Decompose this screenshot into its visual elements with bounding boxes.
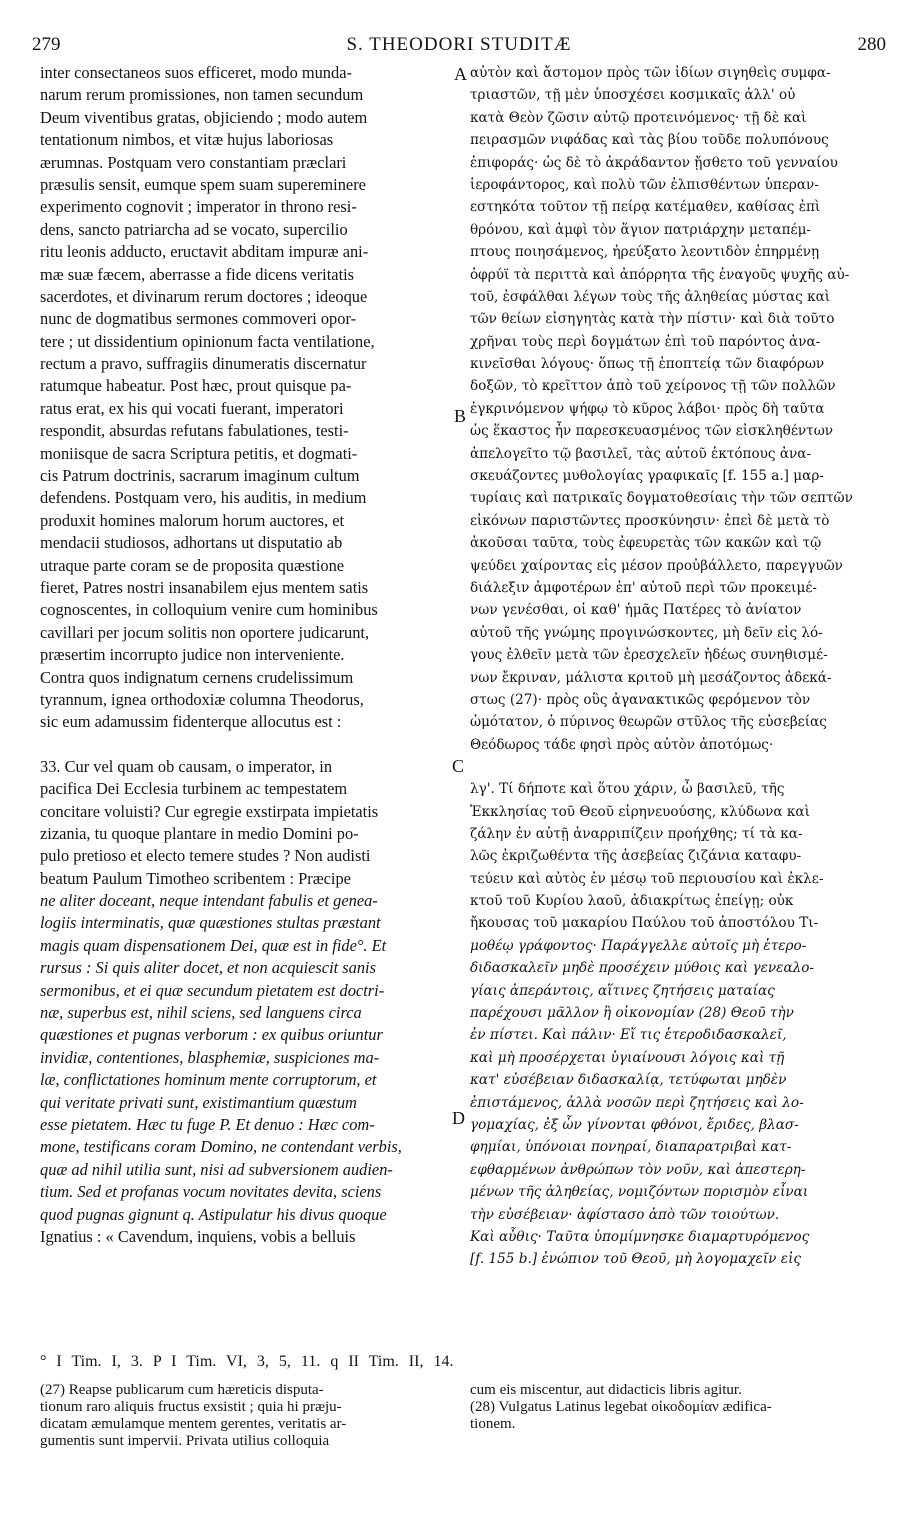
footnote-line: cum eis miscentur, aut didacticis libris agitur.: [470, 1382, 742, 1398]
greek-text-line: μένων τῆς ἀληθείας, νομιζόντων πορισμὸν εἶναι: [470, 1184, 809, 1201]
latin-text-line: Ignatius : « Cavendum, inquiens, vobis a belluis: [40, 1226, 356, 1246]
latin-text-line: produxit homines malorum horum auctores, et: [40, 510, 345, 530]
greek-text-line: λγ'. Τί δήποτε καὶ ὅτου χάριν, ὦ βασιλεῦ, τῆς: [470, 781, 785, 798]
greek-text-line: εἰκόνων παριστῶντες προσκύνησιν· ἐπεὶ δὲ μετὰ τὸ: [470, 512, 830, 529]
margin-letter-d: D: [452, 1108, 465, 1128]
greek-text-line: δοξῶν, τὸ κρεῖττον ἀπὸ τοῦ χείρονος τῇ τῶν πολλῶν: [470, 378, 836, 395]
greek-text-line: ὀφρύϊ τὰ περιττὰ καὶ ἀπόρρητα τῆς ἐναγοῦς ψυχῆς αὐ-: [470, 266, 850, 283]
greek-text-line: [f. 155 b.] ἐνώπιον τοῦ Θεοῦ, μὴ λογομαχεῖν εἰς: [470, 1251, 802, 1268]
latin-text-line: Contra quos indignatum cernens crudelissimum: [40, 667, 354, 687]
latin-text-line: experimento cognovit ; imperator in throno resi-: [40, 197, 357, 217]
latin-text-line: præsertim incorrupto judice non interveniente.: [40, 645, 345, 665]
greek-text-line: αὐτοῦ τῆς γνώμης προγινώσκοντες, μὴ δεῖν εἰς λό-: [470, 624, 823, 641]
latin-text-line: dens, sancto patriarcha ad se vocato, supercilio: [40, 219, 348, 239]
greek-text-line: κινεῖσθαι λόγους· ὅπως τῇ ἐποπτείᾳ τῶν διαφόρων: [470, 356, 825, 373]
greek-text-line: κατὰ Θεὸν ζῶσιν αὐτῷ προτεινόμενος· τῇ δὲ καὶ: [470, 109, 807, 126]
greek-text-line: παρέχουσι μᾶλλον ἢ οἰκονομίαν (28) Θεοῦ τὴν: [470, 1005, 794, 1022]
footnotes-left: [40, 1382, 450, 1450]
latin-text-line: rursus : Si quis aliter docet, et non acquiescit sanis: [40, 958, 376, 978]
latin-text-line: ratumque habeatur. Post hæc, prout quisque pa-: [40, 376, 352, 396]
latin-text-line: sic eum adamussim fidenterque allocutus est :: [40, 712, 342, 732]
latin-text-line: cognoscentes, in colloquium venire cum hominibus: [40, 600, 378, 620]
latin-text-line: beatum Paulum Timotheo scribentem : Præcipe: [40, 868, 351, 888]
greek-text-line: καὶ μὴ προσέρχεται ὑγιαίνουσι λόγοις καὶ τῇ: [470, 1049, 785, 1066]
greek-text-line: ἐν πίστει. Καὶ πάλιν· Εἴ τις ἑτεροδιδασκαλεῖ,: [470, 1027, 787, 1044]
greek-text-line: γίαις ἀπεράντοις, αἵτινες ζητήσεις ματαίας: [470, 982, 775, 999]
latin-text-line: narum rerum promissiones, non tamen secundum: [40, 85, 364, 105]
latin-text-line: mone, testificans coram Domino, ne contendant verbis,: [40, 1137, 402, 1157]
latin-text-line: rectum a pravo, suffragiis dinumeratis discernatur: [40, 354, 367, 374]
greek-text-line: σκευάζοντες μυθολογίας γραφικαῖς [f. 155 a.] μαρ-: [470, 468, 824, 485]
latin-text-line: læ, conflictationes hominum mente corruptorum, et: [40, 1070, 377, 1090]
latin-text-line: Deum viventibus gratas, objiciendo ; modo autem: [40, 107, 368, 127]
latin-text-line: respondit, absurdas refutans fabulationes, testi-: [40, 421, 349, 441]
latin-text-line: esse pietatem. Hæc tu fuge P. Et denuo : Hæc com-: [40, 1114, 375, 1134]
greek-text-line: ἐπιστάμενος, ἀλλὰ νοσῶν περὶ ζητήσεις καὶ λο-: [470, 1094, 804, 1111]
latin-text-line: cavillari per jocum solitis non oportere judicarunt,: [40, 622, 370, 642]
greek-text-line: πειρασμῶν νιφάδας καὶ τὰς βίου τοῦδε πολυπόνους: [470, 132, 829, 149]
footnote-line: (27) Reapse publicarum cum hæreticis disputa-: [40, 1382, 324, 1398]
latin-text-line: tere ; ut dissidentium opinionum facta ventilatione,: [40, 331, 375, 351]
greek-text-line: ὡς ἕκαστος ἦν παρεσκευασμένος τῶν εἰσκληθέντων: [470, 423, 834, 440]
greek-text-line: νων γενέσθαι, οἱ καθ' ἡμᾶς Πατέρες τὸ ἀνίατον: [470, 602, 802, 619]
latin-text-line: mendacii studiosos, adhortans ut disputatio ab: [40, 533, 343, 553]
latin-text-line: næ, superbus est, nihil sciens, sed languens circa: [40, 1003, 362, 1023]
greek-text-line: διδασκαλεῖν μηδὲ προσέχειν μύθοις καὶ γενεαλο-: [470, 960, 815, 977]
latin-text-line: ritu leonis adducto, eructavit abditam impuræ ani-: [40, 242, 369, 262]
latin-text-line: fieret, Patres nostri insanabilem ejus mentem satis: [40, 577, 369, 597]
greek-text-line: θρόνου, καὶ ἀμφὶ τὸν ἅγιον πατριάρχην μεταπέμ-: [470, 221, 811, 238]
latin-text-line: moniisque de sacra Scriptura petitis, et dogmati-: [40, 443, 358, 463]
latin-text-line: inter consectaneos suos efficeret, modo munda-: [40, 63, 352, 82]
greek-text-line: κτοῦ τοῦ Κυρίου λαοῦ, ἀδιακρίτως ἐπείγῃ; οὐκ: [470, 893, 794, 910]
greek-text-line: τριαστῶν, τῇ μὲν ὑποσχέσει κοσμικαῖς ἀλλ' οὐ: [470, 87, 796, 104]
latin-text-line: magis quam dispensationem Dei, quæ est in fide°. Et: [40, 935, 387, 955]
greek-text-line: τοῦ, ἐσφάλθαι λέγων τοὺς τῆς ἀληθείας μύστας καὶ: [470, 288, 831, 305]
latin-text-line: sacerdotes, et divinarum rerum doctores ; ideoque: [40, 286, 368, 306]
latin-text-line: pulo pretioso et electo temere studes ? Non audisti: [40, 846, 371, 866]
greek-text-line: εστηκότα τοῦτον τῇ πείρᾳ κατέμαθεν, καθίσας ἐπὶ: [470, 199, 821, 216]
latin-text-line: invidiæ, contentiones, blasphemiæ, suspiciones ma-: [40, 1047, 380, 1067]
greek-text-line: ἀκοῦσαι ταῦτα, τοὺς ἐφευρετὰς τῶν κακῶν καὶ τῷ: [470, 535, 822, 552]
latin-text-line: præsulis sensit, eumque spem suam supereminere: [40, 174, 366, 194]
latin-text-line: defendens. Postquam vero, his auditis, in medium: [40, 488, 367, 508]
greek-text-line: ὠμότατον, ὁ πύρινος θεωρῶν στῦλος τῆς εὐσεβείας: [470, 714, 827, 731]
greek-text-line: ἤκουσας τοῦ μακαρίου Παύλου τοῦ ἀποστόλου Τι-: [470, 915, 819, 932]
latin-column: [40, 62, 450, 1248]
latin-text-line: tium. Sed et profanas vocum novitates devita, sciens: [40, 1182, 382, 1202]
latin-paragraph-2: [40, 756, 450, 1249]
latin-text-line: zizania, tu quoque plantare in medio Domini po-: [40, 823, 359, 843]
latin-text-line: mæ suæ fæcem, aberrasse a fide dicens veritatis: [40, 264, 355, 284]
latin-paragraph-1: [40, 62, 450, 734]
greek-text-line: τυρίαις καὶ πατρικαῖς δογματοθεσίαις τὴν τῶν σεπτῶν: [470, 490, 853, 507]
greek-text-line: κατ' εὐσέβειαν διδασκαλίᾳ, τετύφωται μηδὲν: [470, 1072, 787, 1089]
margin-letter-b: B: [454, 406, 467, 426]
greek-text-line: νων ἔκριναν, μάλιστα κριτοῦ μὴ μεσάζοντος ἀδεκά-: [470, 669, 832, 686]
footnote-line: dicatam æmulamque mentem gerentes, veritatis ar-: [40, 1416, 347, 1432]
footnote-line: tionum raro aliquis fructus exsistit ; quia hi præju-: [40, 1399, 342, 1415]
margin-letter-c: C: [452, 756, 465, 776]
footnote-line: tionem.: [470, 1416, 516, 1432]
greek-paragraph-1: [470, 62, 886, 756]
greek-text-line: τεύειν καὶ αὐτὸς ἐν μέσῳ τοῦ περιουσίου καὶ ἐκλε-: [470, 870, 824, 887]
greek-text-line: ἐγκρινόμενον ψήφῳ τὸ κῦρος λάβοι· πρὸς δὴ ταῦτα: [470, 400, 825, 417]
scripture-references: ° I Tim. I, 3. P I Tim. VI, 3, 5, 11. q II Tim. II, 14.: [40, 1353, 454, 1370]
greek-text-line: πτους ποιησάμενος, ἠρεύξατο λεοντιδὸν ἐπηρμένῃ: [470, 244, 820, 261]
greek-text-line: διάλεξιν ἀμφοτέρων ἐπ' αὐτοῦ περὶ τῶν προκειμέ-: [470, 579, 817, 596]
latin-text-line: ne aliter doceant, neque intendant fabulis et genea-: [40, 891, 378, 911]
greek-text-line: αὐτὸν καὶ ἄστομον πρὸς τῶν ἰδίων σιγηθεὶς συμφα-: [470, 65, 831, 81]
latin-text-line: nunc de dogmatibus sermones commoveri opor-: [40, 309, 357, 329]
greek-text-line: μοθέῳ γράφοντος· Παράγγελλε αὐτοῖς μὴ ἑτερο-: [470, 937, 807, 954]
greek-paragraph-2: [470, 778, 886, 1271]
latin-text-line: logiis interminatis, quæ quæstiones stultas præstant: [40, 913, 381, 933]
greek-text-line: γομαχίας, ἐξ ὧν γίνονται φθόνοι, ἔριδες, βλασ-: [470, 1116, 799, 1133]
greek-text-line: Καὶ αὖθις· Ταῦτα ὑπομίμνησκε διαμαρτυρόμενος: [470, 1228, 810, 1245]
running-title: S. THEODORI STUDITÆ: [346, 34, 572, 55]
footnote-line: (28) Vulgatus Latinus legebat οἰκοδομίαν ædifica-: [470, 1399, 772, 1415]
latin-text-line: ratus erat, ex his qui vocati fuerant, imperatori: [40, 398, 344, 418]
latin-text-line: pacifica Dei Ecclesia turbinem ac tempestatem: [40, 779, 348, 799]
greek-text-line: λῶς ἐκριζωθέντα τῆς ἀσεβείας ζιζάνια καταφυ-: [470, 848, 802, 865]
greek-text-line: χρῆναι τοὺς περὶ δογμάτων ἐπὶ τοῦ παρόντος ἀνα-: [470, 333, 821, 350]
greek-text-line: ἐπιφοράς· ὡς δὲ τὸ ἀκράδαντον ᾔσθετο τοῦ γενναίου: [470, 154, 838, 171]
running-header: [32, 34, 886, 60]
margin-letter-a: A: [454, 64, 467, 84]
greek-text-line: ψεύδει χαίροντας εἰς μέσον προὐβάλλετο, παρεγγυῶν: [470, 557, 843, 574]
page-number-right: 280: [857, 34, 886, 55]
footnote-line: gumentis sunt impervii. Privata utilius colloquia: [40, 1433, 330, 1449]
greek-text-line: ζάλην ἐν αὐτῇ ἀναρριπίζειν προήχθης; τί τὰ κα-: [470, 825, 803, 842]
footnotes-right: [470, 1382, 890, 1433]
latin-text-line: qui veritate privati sunt, existimantium quæstum: [40, 1092, 357, 1112]
greek-text-line: φημίαι, ὑπόνοιαι πονηραί, διαπαρατριβαὶ κατ-: [470, 1139, 792, 1156]
latin-text-line: ærumnas. Postquam vero constantiam præclari: [40, 152, 347, 172]
greek-text-line: εφθαρμένων ἀνθρώπων τὸν νοῦν, καὶ ἀπεστερη-: [470, 1161, 806, 1178]
latin-text-line: quæ ad nihil utilia sunt, nisi ad subversionem audien-: [40, 1159, 393, 1179]
greek-text-line: Θεόδωρος τάδε φησὶ πρὸς αὐτὸν ἀποτόμως·: [470, 736, 774, 753]
latin-text-line: tyrannum, ignea orthodoxiæ columna Theodorus,: [40, 689, 364, 709]
greek-text-line: Ἐκκλησίας τοῦ Θεοῦ εἰρηνευούσης, κλύδωνα καὶ: [470, 803, 810, 820]
greek-text-line: τῶν θείων εἰσηγητὰς κατὰ τὴν πίστιν· καὶ διὰ τοῦτο: [470, 311, 835, 328]
latin-text-line: concitare voluisti? Cur egregie exstirpata impietatis: [40, 801, 379, 821]
greek-text-line: τὴν εὐσέβειαν· ἀφίστασο ἀπὸ τῶν τοιούτων.: [470, 1206, 780, 1223]
latin-text-line: 33. Cur vel quam ob causam, o imperator, in: [40, 756, 333, 776]
greek-text-line: ἱεροφάντορος, καὶ πολὺ τῶν ἐλπισθέντων ὑπεραν-: [470, 176, 819, 193]
latin-text-line: utraque parte coram se de proposita quæstione: [40, 555, 345, 575]
greek-text-line: ἀπελογεῖτο τῷ βασιλεῖ, τὰς αὐτοῦ ἐκτόπους ἀνα-: [470, 445, 812, 462]
latin-text-line: quod pugnas gignunt q. Astipulatur his divus quoque: [40, 1204, 387, 1224]
latin-text-line: quæstiones et pugnas verborum : ex quibus oriuntur: [40, 1025, 383, 1045]
greek-text-line: στως (27)· πρὸς οὓς ἀγανακτικῶς φερόμενον τὸν: [470, 691, 811, 708]
latin-text-line: sermonibus, et ei quæ secundum pietatem est doctri-: [40, 980, 385, 1000]
latin-text-line: cis Patrum doctrinis, sacrarum imaginum cultum: [40, 466, 360, 486]
latin-text-line: tentationum nimbos, et vitæ hujus laboriosas: [40, 130, 334, 150]
greek-text-line: γους ἐλθεῖν μετὰ τῶν ἐρεσχελεῖν ἡδέως συνηθισμέ-: [470, 647, 828, 664]
greek-column: [470, 62, 886, 1271]
page-number-left: 279: [32, 34, 61, 55]
